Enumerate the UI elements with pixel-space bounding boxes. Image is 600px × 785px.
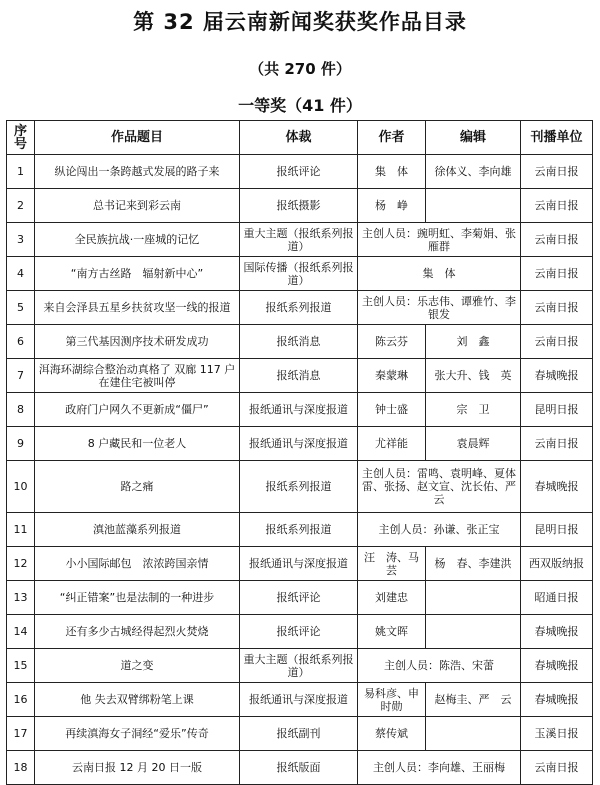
cell-title: 第三代基因测序技术研发成功 bbox=[35, 325, 240, 359]
cell-creators: 主创人员：豌明虹、李菊娟、张雁群 bbox=[358, 223, 521, 257]
cell-no: 10 bbox=[7, 461, 35, 513]
section-heading: 一等奖（41 件） bbox=[238, 96, 362, 115]
cell-title: 还有多少古城经得起烈火焚烧 bbox=[35, 615, 240, 649]
cell-title: 总书记来到彩云南 bbox=[35, 189, 240, 223]
cell-author: 汪 涛、马 芸 bbox=[358, 547, 426, 581]
cell-unit: 云南日报 bbox=[521, 751, 593, 785]
cell-title: “南方古丝路 辐射新中心” bbox=[35, 257, 240, 291]
cell-genre: 报纸副刊 bbox=[240, 717, 358, 751]
cell-author: 秦蒙琳 bbox=[358, 359, 426, 393]
cell-no: 3 bbox=[7, 223, 35, 257]
cell-title: 洱海环湖综合整治动真格了 双廊 117 户在建住宅被叫停 bbox=[35, 359, 240, 393]
cell-editor: 袁晨辉 bbox=[426, 427, 521, 461]
table-row bbox=[7, 257, 593, 291]
cell-genre: 报纸通讯与深度报道 bbox=[240, 427, 358, 461]
table-row bbox=[7, 581, 593, 615]
table-row bbox=[7, 615, 593, 649]
cell-no: 2 bbox=[7, 189, 35, 223]
table-row bbox=[7, 291, 593, 325]
column-header-title: 作品题目 bbox=[35, 121, 240, 155]
cell-genre: 报纸通讯与深度报道 bbox=[240, 547, 358, 581]
cell-genre: 报纸摄影 bbox=[240, 189, 358, 223]
cell-creators: 主创人员：雷鸣、袁明峰、夏体雷、张扬、赵文宣、沈长佑、严云 bbox=[358, 461, 521, 513]
cell-unit: 春城晚报 bbox=[521, 461, 593, 513]
cell-no: 11 bbox=[7, 513, 35, 547]
table-row bbox=[7, 547, 593, 581]
cell-title: 他 失去双臂绑粉笔上课 bbox=[35, 683, 240, 717]
column-header-unit: 刊播单位 bbox=[521, 121, 593, 155]
cell-unit: 春城晚报 bbox=[521, 615, 593, 649]
cell-no: 17 bbox=[7, 717, 35, 751]
cell-title: 再续滇海女子洞经“爱乐”传奇 bbox=[35, 717, 240, 751]
cell-title: 全民族抗战·一座城的记忆 bbox=[35, 223, 240, 257]
cell-author: 刘建忠 bbox=[358, 581, 426, 615]
cell-creators: 主创人员：陈浩、宋蕾 bbox=[358, 649, 521, 683]
cell-no: 6 bbox=[7, 325, 35, 359]
cell-unit: 云南日报 bbox=[521, 427, 593, 461]
cell-editor bbox=[426, 717, 521, 751]
cell-no: 15 bbox=[7, 649, 35, 683]
cell-author: 杨 峥 bbox=[358, 189, 426, 223]
cell-no: 7 bbox=[7, 359, 35, 393]
cell-editor: 刘 鑫 bbox=[426, 325, 521, 359]
table-row bbox=[7, 717, 593, 751]
cell-genre: 报纸系列报道 bbox=[240, 513, 358, 547]
table-row bbox=[7, 649, 593, 683]
cell-title: “纠正错案”也是法制的一种进步 bbox=[35, 581, 240, 615]
cell-genre: 报纸版面 bbox=[240, 751, 358, 785]
cell-editor bbox=[426, 615, 521, 649]
cell-title: 小小国际邮包 浓浓跨国亲情 bbox=[35, 547, 240, 581]
cell-genre: 国际传播（报纸系列报道） bbox=[240, 257, 358, 291]
table-row bbox=[7, 461, 593, 513]
cell-genre: 报纸通讯与深度报道 bbox=[240, 683, 358, 717]
table-row bbox=[7, 751, 593, 785]
cell-title: 云南日报 12 月 20 日一版 bbox=[35, 751, 240, 785]
cell-genre: 报纸系列报道 bbox=[240, 461, 358, 513]
table-header-row bbox=[7, 121, 593, 155]
cell-editor: 杨 春、李建洪 bbox=[426, 547, 521, 581]
table-row bbox=[7, 513, 593, 547]
cell-unit: 云南日报 bbox=[521, 223, 593, 257]
cell-author: 尤祥能 bbox=[358, 427, 426, 461]
cell-editor: 宗 卫 bbox=[426, 393, 521, 427]
cell-no: 13 bbox=[7, 581, 35, 615]
cell-no: 4 bbox=[7, 257, 35, 291]
cell-no: 18 bbox=[7, 751, 35, 785]
cell-genre: 重大主题（报纸系列报道） bbox=[240, 223, 358, 257]
cell-editor bbox=[426, 189, 521, 223]
table-row bbox=[7, 223, 593, 257]
table-row bbox=[7, 683, 593, 717]
cell-no: 8 bbox=[7, 393, 35, 427]
cell-no: 9 bbox=[7, 427, 35, 461]
cell-title: 政府门户网久不更新成“僵尸” bbox=[35, 393, 240, 427]
cell-unit: 西双版纳报 bbox=[521, 547, 593, 581]
column-header-genre: 体裁 bbox=[240, 121, 358, 155]
cell-editor bbox=[426, 581, 521, 615]
cell-author: 易科彦、申时勋 bbox=[358, 683, 426, 717]
document-title: 第 32 届云南新闻奖获奖作品目录 bbox=[133, 10, 467, 34]
table-row bbox=[7, 427, 593, 461]
cell-no: 16 bbox=[7, 683, 35, 717]
cell-title: 纵论闯出一条跨越式发展的路子来 bbox=[35, 155, 240, 189]
cell-unit: 昆明日报 bbox=[521, 393, 593, 427]
awards-table bbox=[6, 120, 593, 785]
cell-genre: 报纸评论 bbox=[240, 615, 358, 649]
cell-title: 来自会泽县五星乡扶贫攻坚一线的报道 bbox=[35, 291, 240, 325]
cell-unit: 春城晚报 bbox=[521, 649, 593, 683]
cell-title: 道之变 bbox=[35, 649, 240, 683]
cell-no: 12 bbox=[7, 547, 35, 581]
document-subtitle: （共 270 件） bbox=[249, 60, 351, 78]
cell-title: 路之痛 bbox=[35, 461, 240, 513]
table-row bbox=[7, 155, 593, 189]
cell-unit: 云南日报 bbox=[521, 291, 593, 325]
cell-author: 姚文晖 bbox=[358, 615, 426, 649]
cell-genre: 报纸通讯与深度报道 bbox=[240, 393, 358, 427]
table-row bbox=[7, 393, 593, 427]
table-row bbox=[7, 189, 593, 223]
cell-genre: 报纸系列报道 bbox=[240, 291, 358, 325]
cell-author: 蔡传斌 bbox=[358, 717, 426, 751]
cell-no: 1 bbox=[7, 155, 35, 189]
cell-creators: 主创人员：孙谦、张正宝 bbox=[358, 513, 521, 547]
cell-creators: 主创人员：乐志伟、谭雅竹、李银发 bbox=[358, 291, 521, 325]
cell-creators: 集 体 bbox=[358, 257, 521, 291]
cell-unit: 昆明日报 bbox=[521, 513, 593, 547]
cell-unit: 春城晚报 bbox=[521, 683, 593, 717]
cell-unit: 云南日报 bbox=[521, 325, 593, 359]
cell-author: 陈云芬 bbox=[358, 325, 426, 359]
cell-no: 14 bbox=[7, 615, 35, 649]
cell-genre: 报纸消息 bbox=[240, 359, 358, 393]
cell-genre: 报纸评论 bbox=[240, 581, 358, 615]
cell-author: 集 体 bbox=[358, 155, 426, 189]
cell-genre: 报纸评论 bbox=[240, 155, 358, 189]
cell-no: 5 bbox=[7, 291, 35, 325]
cell-author: 钟士盛 bbox=[358, 393, 426, 427]
cell-unit: 春城晚报 bbox=[521, 359, 593, 393]
cell-unit: 玉溪日报 bbox=[521, 717, 593, 751]
column-header-no: 序号 bbox=[7, 121, 35, 155]
cell-editor: 赵梅圭、严 云 bbox=[426, 683, 521, 717]
column-header-editor: 编辑 bbox=[426, 121, 521, 155]
cell-title: 滇池蓝藻系列报道 bbox=[35, 513, 240, 547]
table-row bbox=[7, 325, 593, 359]
cell-unit: 云南日报 bbox=[521, 155, 593, 189]
cell-genre: 报纸消息 bbox=[240, 325, 358, 359]
cell-creators: 主创人员：李向雄、王丽梅 bbox=[358, 751, 521, 785]
cell-unit: 云南日报 bbox=[521, 257, 593, 291]
cell-genre: 重大主题（报纸系列报道） bbox=[240, 649, 358, 683]
cell-unit: 云南日报 bbox=[521, 189, 593, 223]
table-row bbox=[7, 359, 593, 393]
cell-editor: 张大升、钱 英 bbox=[426, 359, 521, 393]
cell-title: 8 户藏民和一位老人 bbox=[35, 427, 240, 461]
table-body bbox=[7, 155, 593, 785]
cell-unit: 昭通日报 bbox=[521, 581, 593, 615]
column-header-author: 作者 bbox=[358, 121, 426, 155]
cell-editor: 徐体义、李向雄 bbox=[426, 155, 521, 189]
